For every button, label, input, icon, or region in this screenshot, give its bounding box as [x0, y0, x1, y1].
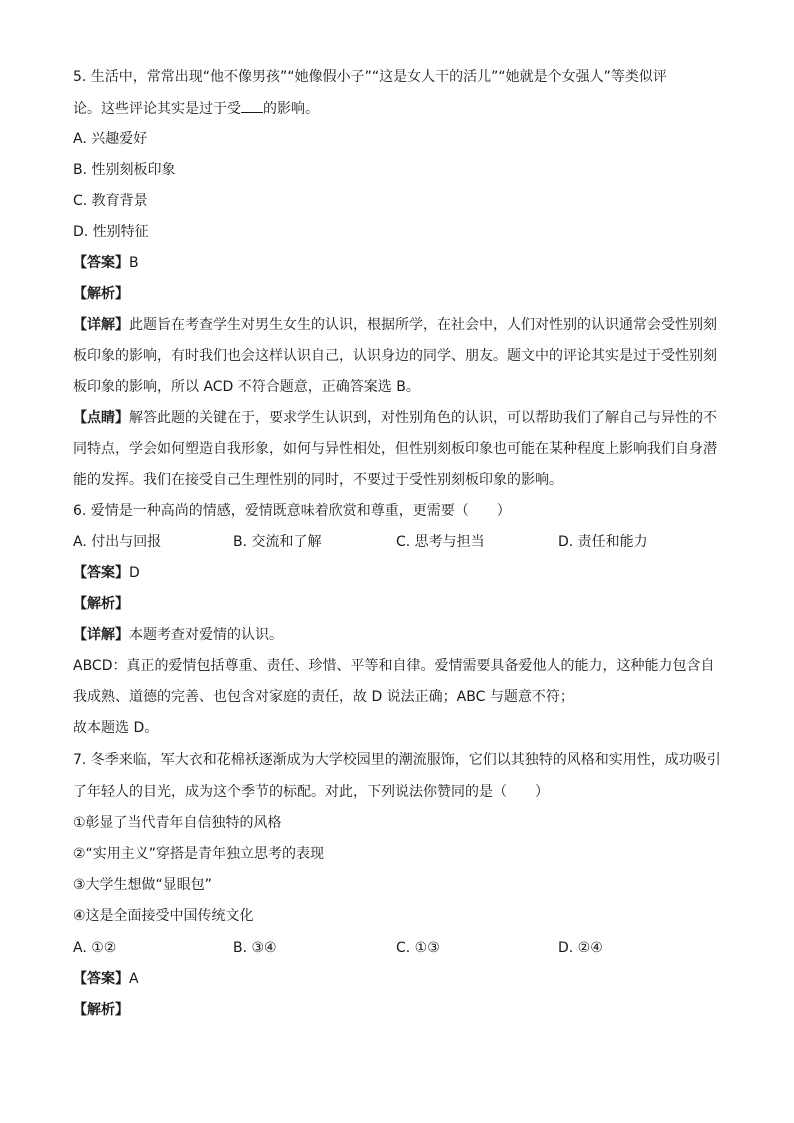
- q5-option-b: B. 性别刻板印象: [73, 162, 176, 178]
- q6-option-a: A. 付出与回报: [73, 534, 162, 550]
- q6-option-b: B. 交流和了解: [233, 534, 322, 550]
- q6-answer: [73, 564, 140, 582]
- q6-analysis-label: 【解析】: [73, 596, 129, 612]
- detail-text: 本题考查对爱情的认识。: [129, 627, 283, 643]
- q7-option-a: A. ①②: [73, 940, 117, 956]
- q6-detail-line-1: [73, 626, 283, 644]
- q6-stem: 6. 爱情是一种高尚的情感，爱情既意味着欣赏和尊重，更需要（ ）: [73, 503, 511, 519]
- q7-option-c: C. ①③: [396, 940, 440, 956]
- q7-stem-line-1: 7. 冬季来临，军大衣和花棉袄逐渐成为大学校园里的潮流服饰，它们以其独特的风格和实用性，成功吸引: [73, 752, 721, 768]
- q5-answer: [73, 254, 139, 272]
- q6-body-line-2: 我成熟、道德的完善、也包含对家庭的责任，故 D 说法正确；ABC 与题意不符；: [73, 689, 574, 705]
- q5-stem-suffix: 的影响。: [263, 101, 319, 117]
- q5-option-c: C. 教育背景: [73, 193, 148, 209]
- q7-statement-2: ②“实用主义”穿搭是青年独立思考的表现: [73, 846, 325, 862]
- q6-body-line-3: 故本题选 D。: [73, 720, 159, 736]
- q6-body-line-1: ABCD：真正的爱情包括尊重、责任、珍惜、平等和自律。爱情需要具备爱他人的能力，这种能力包含自: [73, 658, 715, 674]
- q5-detail-line-3: 板印象的影响，所以 ACD 不符合题意，正确答案选 B。: [73, 379, 420, 395]
- answer-label: 【答案】: [73, 565, 129, 581]
- q7-statement-1: ①彰显了当代青年自信独特的风格: [73, 815, 282, 831]
- q5-stem-prefix: 论。这些评论其实是过于受: [73, 101, 241, 117]
- q5-blank: [241, 99, 263, 113]
- q5-analysis-label: 【解析】: [73, 286, 129, 302]
- q6-option-d: D. 责任和能力: [558, 534, 648, 550]
- answer-label: 【答案】: [73, 255, 129, 271]
- q6-option-c: C. 思考与担当: [396, 534, 485, 550]
- detail-label: 【详解】: [73, 317, 129, 333]
- q5-option-d: D. 性别特征: [73, 224, 149, 240]
- detail-label: 【详解】: [73, 627, 129, 643]
- q7-option-b: B. ③④: [233, 940, 277, 956]
- answer-value: D: [129, 565, 140, 581]
- q5-stem-line-2: [73, 99, 319, 118]
- point-label: 【点睛】: [73, 410, 129, 426]
- q5-point-line-3: 能的发挥。我们在接受自己生理性别的同时，不要过于受性别刻板印象的影响。: [73, 472, 563, 488]
- q7-analysis-label: 【解析】: [73, 1002, 129, 1018]
- q5-option-a: A. 兴趣爱好: [73, 131, 148, 147]
- q5-detail-line-1: [73, 316, 717, 334]
- q5-point-line-1: [73, 409, 717, 427]
- point-text: 解答此题的关键在于，要求学生认识到，对性别角色的认识，可以帮助我们了解自己与异性的不: [129, 410, 717, 426]
- answer-value: B: [129, 255, 139, 271]
- answer-label: 【答案】: [73, 971, 129, 987]
- q7-answer: [73, 970, 139, 988]
- q7-statement-3: ③大学生想做“显眼包”: [73, 877, 213, 893]
- q5-detail-line-2: 板印象的影响，有时我们也会这样认识自己，认识身边的同学、朋友。题文中的评论其实是过于受性别刻: [73, 348, 717, 364]
- answer-value: A: [129, 971, 139, 987]
- q7-option-d: D. ②④: [558, 940, 603, 956]
- q5-stem-line-1: 5. 生活中，常常出现“他不像男孩”“她像假小子”“这是女人干的活儿”“她就是个女强人”等类似评: [73, 69, 667, 85]
- detail-text: 此题旨在考查学生对男生女生的认识，根据所学，在社会中，人们对性别的认识通常会受性别刻: [129, 317, 717, 333]
- q5-point-line-2: 同特点，学会如何塑造自我形象，如何与异性相处，但性别刻板印象也可能在某种程度上影响我们自身潜: [73, 441, 717, 457]
- q7-statement-4: ④这是全面接受中国传统文化: [73, 908, 254, 924]
- q7-stem-line-2: 了年轻人的目光，成为这个季节的标配。对此，下列说法你赞同的是（ ）: [73, 784, 549, 800]
